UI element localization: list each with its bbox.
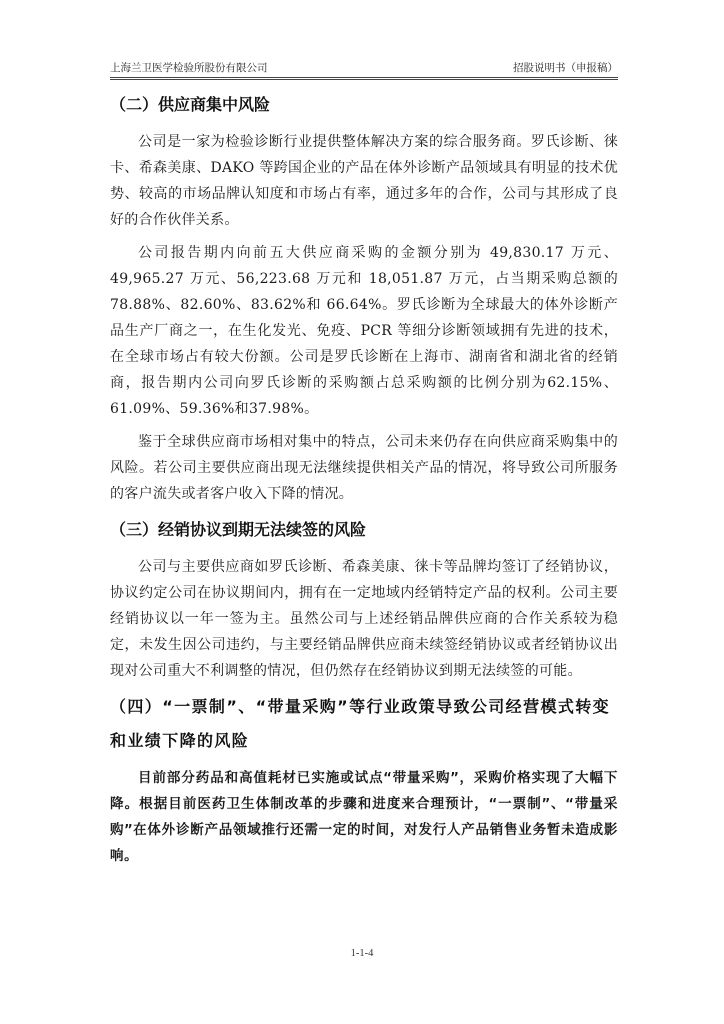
header-company-name: 上海兰卫医学检验所股份有限公司 (110, 62, 268, 74)
paragraph: 鉴于全球供应商市场相对集中的特点，公司未来仍存在向供应商采购集中的风险。若公司主要供应商出现无法继续提供相关产品的情况，将导致公司所服务的客户流失或者客户收入下降的情况。 (110, 434, 618, 502)
section-distribution-agreement (110, 513, 618, 684)
section-supplier-concentration (110, 88, 618, 507)
page-header (110, 60, 618, 76)
section-industry-policy (110, 690, 618, 869)
document-body (110, 86, 618, 869)
section-heading: （三）经销协议到期无法续签的风险 (110, 520, 367, 539)
paragraph: 目前部分药品和高值耗材已实施或试点“带量采购”，采购价格实现了大幅下降。根据目前医药卫生体制改革的步骤和进度来合理预计，“一票制”、“带量采购”在体外诊断产品领域推行还需一定的时间，对发行人产品销售业务暂未造成影响。 (110, 770, 618, 864)
paragraph: 公司报告期内向前五大供应商采购的金额分别为 49,830.17 万元、49,965.27 万元、56,223.68 万元和 18,051.87 万元，占当期采购总额的 78.88%、82.60%、83.62%和 66.64%。罗氏诊断为全球最大的体外诊断产品生产厂商之一，在生化发光、免疫、PCR 等细分诊断领域拥有先进的技术，在全球市场占有较大份额。公司是罗氏诊断在上海市、湖南省和湖北省的经销商，报告期内公司向罗氏诊断的采购额占总采购额的比例分别为62.15%、61.09%、59.36%和37.98%。 (110, 245, 618, 417)
paragraph: 公司与主要供应商如罗氏诊断、希森美康、徕卡等品牌均签订了经销协议，协议约定公司在协议期间内，拥有在一定地域内经销特定产品的权利。公司主要经销协议以一年一签为主。虽然公司与上述经销品牌供应商的合作关系较为稳定，未发生因公司违约，与主要经销品牌供应商未续签经销协议或者经销协议出现对公司重大不利调整的情况，但仍然存在经销协议到期无法续签的可能。 (110, 559, 618, 679)
header-divider (110, 77, 618, 80)
page-number: 1-1-4 (350, 948, 374, 959)
paragraph: 公司是一家为检验诊断行业提供整体解决方案的综合服务商。罗氏诊断、徕卡、希森美康、DAKO 等跨国企业的产品在体外诊断产品领域具有明显的技术优势、较高的市场品牌认知度和市场占有率，通过多年的合作，公司与其形成了良好的合作伙伴关系。 (110, 134, 618, 228)
header-document-title: 招股说明书（申报稿） (513, 62, 618, 74)
section-heading: （四）“一票制”、“带量采购”等行业政策导致公司经营模式转变和业绩下降的风险 (110, 697, 611, 750)
section-heading: （二）供应商集中风险 (110, 95, 271, 114)
